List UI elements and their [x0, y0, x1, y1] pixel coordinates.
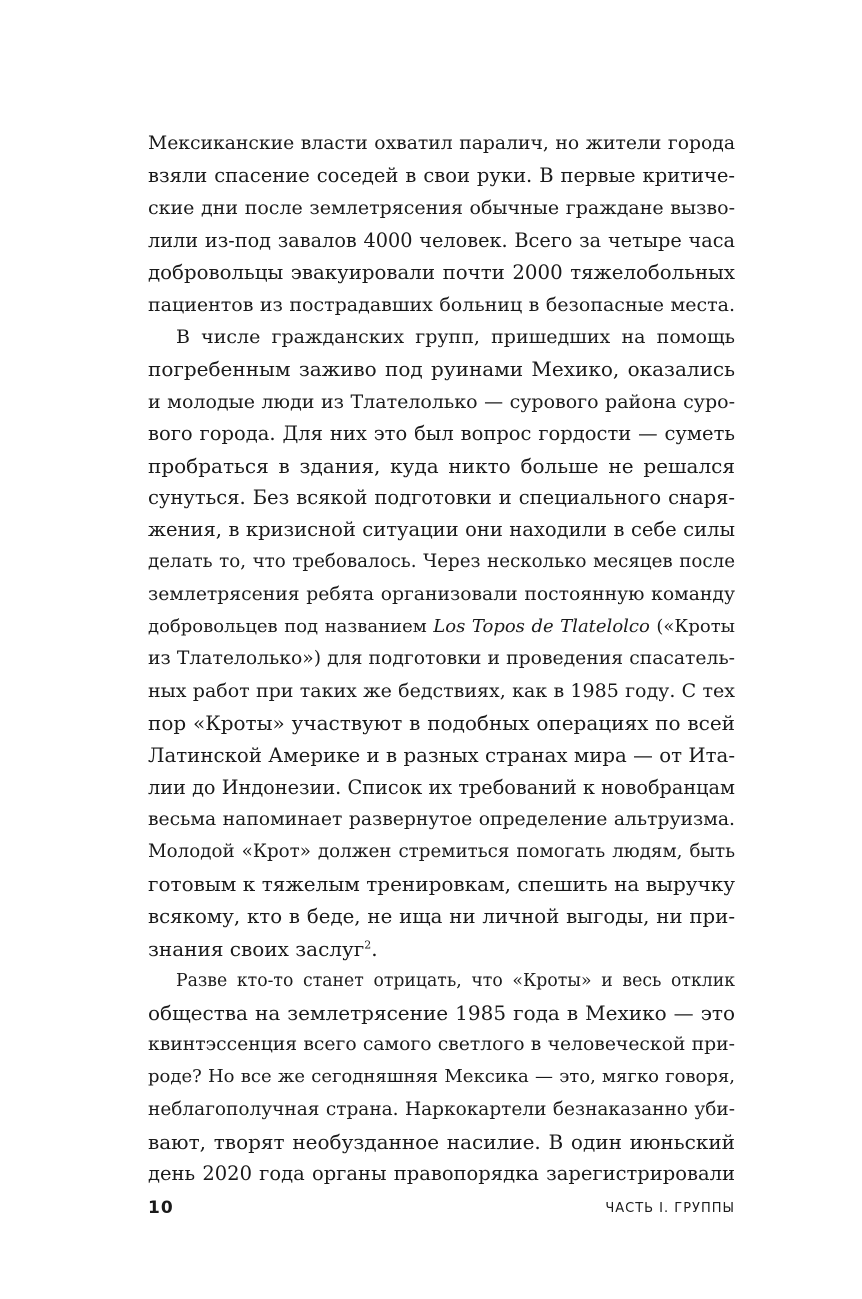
- text-line: Мексиканские власти охватил паралич, но жители города: [148, 133, 735, 154]
- text-line: из Тлателолько») для подготовки и проведения спасатель-: [148, 648, 735, 669]
- text-line: пробраться в здания, куда никто больше не решался: [148, 453, 735, 478]
- paragraph: [148, 965, 735, 1190]
- footnote-marker[interactable]: 2: [364, 938, 372, 952]
- text-line: неблагополучная страна. Наркокартели безнаказанно уби-: [148, 1098, 735, 1120]
- text-line: Разве кто-то станет отрицать, что «Кроты» и весь отклик: [176, 970, 735, 991]
- page-body: [148, 128, 735, 1190]
- paragraph: [148, 321, 735, 965]
- text-line: день 2020 года органы правопорядка зарегистрировали: [148, 1162, 735, 1185]
- text-line: лили из-под завалов 4000 человек. Всего за четыре часа: [148, 228, 735, 252]
- page-number: 10: [148, 1198, 174, 1218]
- text-line: лии до Индонезии. Список их требований к новобранцам: [148, 775, 735, 799]
- text-line-last: [148, 933, 735, 965]
- text-line: сунуться. Без всякой подготовки и специального снаря-: [148, 486, 735, 510]
- text-line: готовым к тяжелым тренировкам, спешить на выручку: [148, 872, 735, 897]
- text-line: и молодые люди из Тлателолько — сурового района суро-: [148, 390, 735, 413]
- text-line: ных работ при таких же бедствиях, как в 1985 году. С тех: [148, 680, 735, 703]
- page-footer: [148, 1198, 735, 1222]
- text-line: делать то, что требовалось. Через несколько месяцев после: [148, 551, 735, 573]
- running-head: ЧАСТЬ I. ГРУППЫ: [605, 1201, 735, 1216]
- text-line: вого города. Для них это был вопрос гордости — суметь: [148, 421, 735, 445]
- text-segment: знания своих заслуг: [148, 936, 365, 961]
- text-segment: добровольцев под названием: [148, 615, 434, 637]
- text-segment: .: [371, 936, 378, 961]
- text-line: весьма напоминает развернутое определение альтруизма.: [148, 808, 735, 830]
- text-line: землетрясения ребята организовали постоянную команду: [148, 583, 735, 605]
- text-line: общества на землетрясение 1985 года в Мехико — это: [148, 1001, 735, 1026]
- paragraph: [148, 128, 735, 321]
- text-line: погребенным заживо под руинами Мехико, оказались: [148, 357, 735, 382]
- text-line: пор «Кроты» участвуют в подобных операциях по всей: [148, 711, 735, 736]
- text-line: Молодой «Крот» должен стремиться помогать людям, быть: [148, 841, 735, 863]
- text-line: пациентов из пострадавших больниц в безопасные места.: [148, 293, 735, 316]
- text-line: вают, творят необузданное насилие. В один июньский: [148, 1129, 735, 1154]
- italic-title: Los Topos de Tlatelolco: [433, 615, 650, 637]
- text-line: добровольцы эвакуировали почти 2000 тяжелобольных: [148, 260, 735, 284]
- text-line: жения, в кризисной ситуации они находили в себе силы: [148, 518, 735, 542]
- text-line: Латинской Америке и в разных странах мира — от Ита-: [148, 743, 735, 767]
- text-line: квинтэссенция всего самого светлого в человеческой при-: [148, 1034, 735, 1056]
- text-line-with-italic: [148, 611, 735, 643]
- text-line: всякому, кто в беде, не ища ни личной выгоды, ни при-: [148, 904, 735, 928]
- text-line: В числе гражданских групп, пришедших на помощь: [176, 326, 735, 349]
- text-segment: («Кроты: [649, 615, 735, 637]
- text-line: взяли спасение соседей в свои руки. В первые критиче-: [148, 164, 735, 188]
- text-line: ские дни после землетрясения обычные граждане вызво-: [148, 197, 735, 220]
- text-line: роде? Но все же сегодняшняя Мексика — это, мягко говоря,: [148, 1066, 735, 1088]
